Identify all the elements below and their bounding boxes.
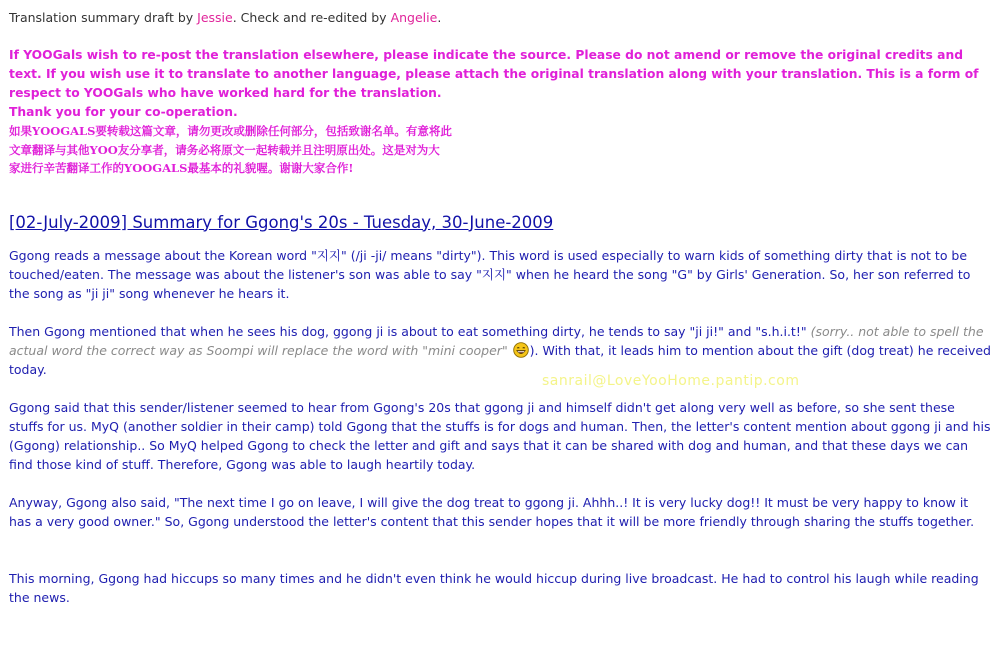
article bbox=[9, 8, 991, 607]
watermark: sanrail@LoveYooHome.pantip.com bbox=[542, 373, 800, 389]
translator-name: Jessie bbox=[197, 10, 233, 25]
credits-middle: . Check and re-edited by bbox=[232, 10, 391, 25]
repost-notice-chinese bbox=[9, 122, 991, 178]
credits-line bbox=[9, 8, 991, 27]
paragraph-hiccups: This morning, Ggong had hiccups so many times and he didn't even think he would hiccup during live broadcast. He had to control his laugh while reading the news. bbox=[9, 570, 979, 605]
repost-notice-thanks: Thank you for your co-operation. bbox=[9, 105, 238, 119]
repost-notice-chinese-line: 文章翻译与其他YOO友分享者，请务必将原文一起转载并且注明原出处。这是对为大 bbox=[9, 142, 440, 157]
repost-notice-english: If YOOGals wish to re-post the translation elsewhere, please indicate the source. Please do not amend or remove the original credits and text. If you wish use it to translate to another language, please attach the original translation along with your translation. This is a form of respect to YOOGals who have worked hard for the translation. bbox=[9, 48, 979, 100]
paragraph-dog-treat-text: Then Ggong mentioned that when he sees his dog, ggong ji is about to eat something dirty, he tends to say "ji ji!" and "s.h.i.t!" bbox=[9, 323, 811, 339]
paragraph-jiji-word: Ggong reads a message about the Korean word "지지" (/ji -ji/ means "dirty"). This word is used especially to warn kids of something dirty that is not to be touched/eaten. The message was about the listener's son was able to say "지지" when he heard the song "G" by Girls' Generation. So, her son referred to the song as "ji ji" song whenever he hears it. bbox=[9, 247, 971, 301]
paragraph-next-leave: Anyway, Ggong also said, "The next time I go on leave, I will give the dog treat to ggong ji. Ahhh..! It is very lucky dog!! It must be very happy to know it has a very good owner." So, Ggong understood the letter's content that this sender hopes that it will be more friendly through sharing the stuffs together. bbox=[9, 494, 975, 529]
repost-notice bbox=[9, 46, 991, 122]
credits-prefix: Translation summary draft by bbox=[9, 10, 198, 25]
article-title-link[interactable]: [02-July-2009] Summary for Ggong's 20s - Tuesday, 30-June-2009 bbox=[9, 212, 554, 232]
credits-suffix: . bbox=[437, 10, 442, 25]
editor-name: Angelie bbox=[390, 10, 438, 25]
paragraph-dog-treat bbox=[9, 322, 991, 379]
laughing-smiley-icon bbox=[513, 342, 529, 358]
repost-notice-chinese-line: 如果YOOGALS要转载这篇文章，请勿更改或删除任何部分，包括致谢名单。有意将此 bbox=[9, 124, 452, 138]
translator-aside: (sorry.. not able to spell the actual word the correct way as Soompi will replace the word with "mini cooper" bbox=[9, 323, 984, 358]
repost-notice-chinese-line: 家进行辛苦翻译工作的YOOGALS最基本的礼貌喔。谢谢大家合作! bbox=[9, 161, 354, 175]
paragraph-dog-treat-end: ). With that, it leads him to mention about the gift (dog treat) he received today. bbox=[9, 342, 991, 377]
paragraph-sender-gift: Ggong said that this sender/listener seemed to hear from Ggong's 20s that ggong ji and himself didn't get along very well as before, so she sent these stuffs for us. MyQ (another soldier in their camp) told Ggong that the stuffs is for dogs and human. Then, the letter's content mention about ggong ji and his (Ggong) relationship.. So MyQ helped Ggong to check the letter and gift and says that it can be shared with dog and human, and that these days we can find those kind of stuff. Therefore, Ggong was able to laugh heartily today. bbox=[9, 399, 991, 472]
